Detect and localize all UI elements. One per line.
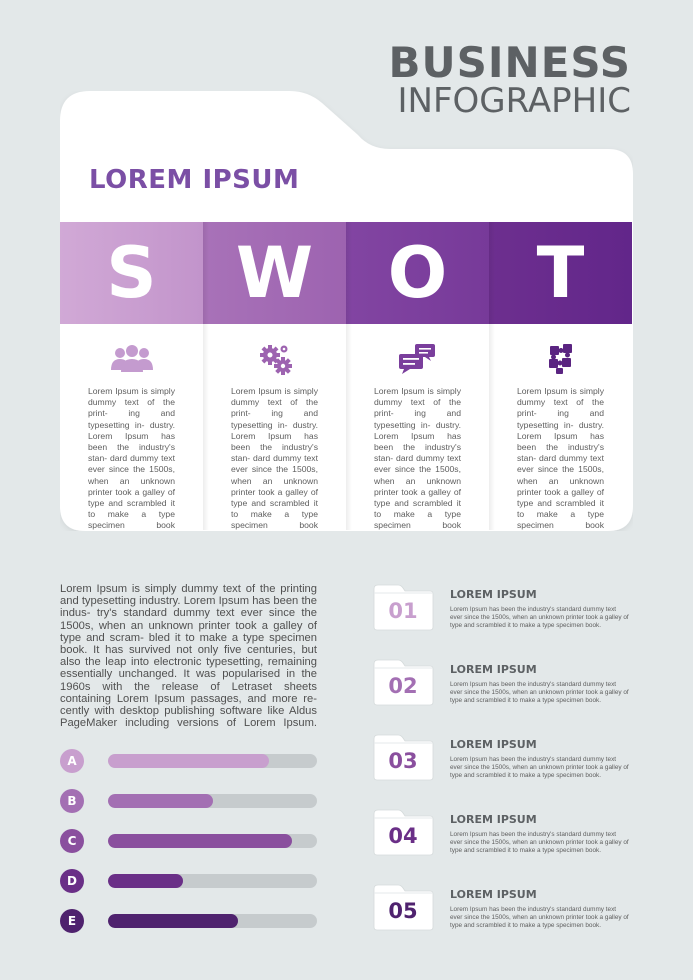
bar-label-c: C: [60, 829, 84, 853]
bar-fill-a: [108, 754, 269, 768]
swot-body-t: [489, 324, 632, 530]
swot-text-w: Lorem Ipsum is simply dummy text of the print- ing and typesetting in- dustry. Lorem Ipsum has been the industry's stan- dard dummy text ever since the 1500s, when an unknown printer took a galley of type and scrambled it to make a type specimen book: [231, 386, 318, 531]
bar-row-b: [60, 789, 318, 813]
bar-label-b: B: [60, 789, 84, 813]
item-number: 04: [388, 824, 418, 848]
bar-fill-c: [108, 834, 292, 848]
item-number: 03: [388, 749, 418, 773]
gears-icon: [250, 342, 300, 376]
people-icon: [107, 342, 157, 376]
item-title: LOREM IPSUM: [450, 738, 537, 751]
swot-letter-w: W: [235, 232, 314, 314]
column-divider: [203, 222, 209, 530]
swot-text-s: Lorem Ipsum is simply dummy text of the print- ing and typesetting in- dustry. Lorem Ipsum has been the industry's stan- dard dummy text ever since the 1500s, when an unknown printer took a galley of type and scrambled it to make a type specimen book: [88, 386, 175, 531]
chat-bubbles-icon: [393, 342, 443, 376]
item-title: LOREM IPSUM: [450, 588, 537, 601]
bar-row-a: [60, 749, 318, 773]
bar-label-e: E: [60, 909, 84, 933]
swot-column-s: [60, 222, 203, 530]
title-business: BUSINESS: [388, 38, 631, 87]
swot-column-o: [346, 222, 489, 530]
bar-label-a: A: [60, 749, 84, 773]
swot-header-t: [489, 222, 632, 324]
item-number: 02: [388, 674, 418, 698]
swot-column-t: [489, 222, 632, 530]
bar-track: [108, 834, 317, 848]
swot-text-o: Lorem Ipsum is simply dummy text of the print- ing and typesetting in- dustry. Lorem Ipsum has been the industry's stan- dard dummy text ever since the 1500s, when an unknown printer took a galley of type and scrambled it to make a type specimen book: [374, 386, 461, 531]
item-description: Lorem Ipsum has been the industry's standard dummy text ever since the 1500s, when an unknown printer took a galley of type and scrambled it to make a type specimen book.: [450, 756, 629, 779]
item-description: Lorem Ipsum has been the industry's standard dummy text ever since the 1500s, when an unknown printer took a galley of type and scrambled it to make a type specimen book.: [450, 831, 629, 854]
swot-body-w: [203, 324, 346, 530]
bar-track: [108, 914, 317, 928]
body-paragraph: Lorem Ipsum is simply dummy text of the printing and typesetting industry. Lorem Ipsum has been the indus- try's standard dummy text ever since the 1500s, when an unknown printer took a galley of type and scram- bled it to make a type specimen book. It has survived not only five centuries, but also the leap into electronic typesetting, remaining essentially unchanged. It was popularised in the 1960s with the release of Letraset sheets containing Lorem Ipsum passages, and more re- cently with desktop publishing software like Aldus PageMaker including versions of Lorem Ipsum.: [60, 583, 317, 730]
bar-track: [108, 794, 317, 808]
swot-letter-o: O: [387, 232, 448, 314]
item-title: LOREM IPSUM: [450, 813, 537, 826]
swot-body-o: [346, 324, 489, 530]
title-infographic: INFOGRAPHIC: [397, 81, 631, 121]
swot-column-w: [203, 222, 346, 530]
swot-text-t: Lorem Ipsum is simply dummy text of the print- ing and typesetting in- dustry. Lorem Ipsum has been the industry's stan- dard dummy text ever since the 1500s, when an unknown printer took a galley of type and scrambled it to make a type specimen book: [517, 386, 604, 531]
bar-track: [108, 754, 317, 768]
list-item-02: [372, 658, 628, 708]
swot-header-o: [346, 222, 489, 324]
item-description: Lorem Ipsum has been the industry's standard dummy text ever since the 1500s, when an unknown printer took a galley of type and scrambled it to make a type specimen book.: [450, 606, 629, 629]
list-item-03: [372, 733, 628, 783]
list-item-05: [372, 883, 628, 933]
item-title: LOREM IPSUM: [450, 888, 537, 901]
swot-header-w: [203, 222, 346, 324]
item-title: LOREM IPSUM: [450, 663, 537, 676]
bar-row-d: [60, 869, 318, 893]
puzzle-icon: [536, 342, 586, 376]
bar-track: [108, 874, 317, 888]
bar-row-e: [60, 909, 318, 933]
column-divider: [489, 222, 495, 530]
item-description: Lorem Ipsum has been the industry's standard dummy text ever since the 1500s, when an unknown printer took a galley of type and scrambled it to make a type specimen book.: [450, 906, 629, 929]
swot-letter-t: T: [536, 232, 585, 314]
bar-fill-b: [108, 794, 213, 808]
list-item-04: [372, 808, 628, 858]
list-item-01: [372, 583, 628, 633]
card-heading: LOREM IPSUM: [89, 165, 300, 195]
column-divider: [346, 222, 352, 530]
item-description: Lorem Ipsum has been the industry's standard dummy text ever since the 1500s, when an unknown printer took a galley of type and scrambled it to make a type specimen book.: [450, 681, 629, 704]
bar-label-d: D: [60, 869, 84, 893]
item-number: 01: [388, 599, 418, 623]
swot-header-s: [60, 222, 203, 324]
bar-fill-d: [108, 874, 183, 888]
swot-body-s: [60, 324, 203, 530]
swot-letter-s: S: [106, 232, 157, 314]
bar-row-c: [60, 829, 318, 853]
bar-fill-e: [108, 914, 238, 928]
item-number: 05: [388, 899, 418, 923]
